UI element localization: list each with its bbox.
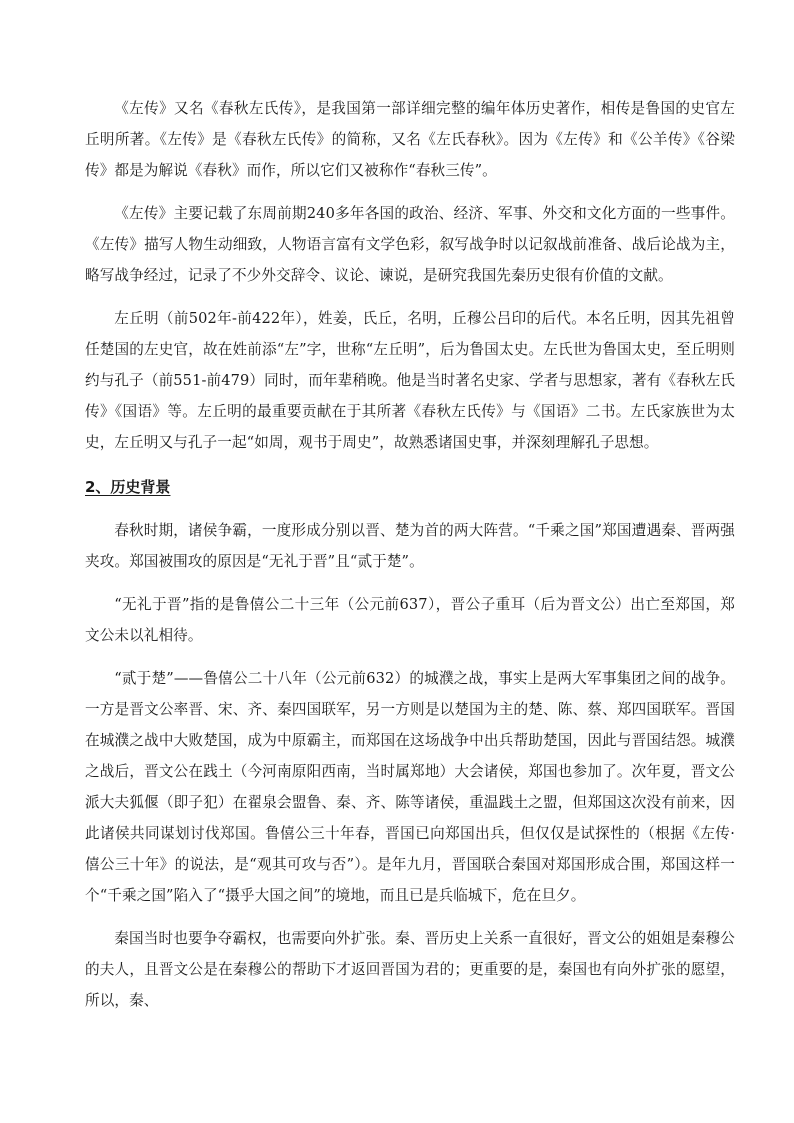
paragraph-zuozhuan-content: 《左传》主要记载了东周前期240多年各国的政治、经济、军事、外交和文化方面的一些事件。《左传》描写人物生动细致，人物语言富有文学色彩，叙写战争时以记叙战前准备、战后论战为主，略写战争经过，记录了不少外交辞令、议论、谏说，是研究我国先秦历史很有价值的文献。 (85, 205, 735, 284)
paragraph-qin-state: 秦国当时也要争夺霸权，也需要向外扩张。秦、晋历史上关系一直很好，晋文公的姐姐是秦穆公的夫人，且晋文公是在秦穆公的帮助下才返回晋国为君的；更重要的是，秦国也有向外扩张的愿望，所以，秦、 (85, 930, 735, 1009)
paragraph-spring-autumn-period: 春秋时期，诸侯争霸，一度形成分别以晋、楚为首的两大阵营。“千乘之国”郑国遭遇秦、晋两强夹攻。郑国被围攻的原因是“无礼于晋”且“贰于楚”。 (85, 522, 735, 570)
document-body (85, 93, 735, 1016)
section-heading-historical-background: 2、历史背景 (85, 478, 171, 496)
paragraph-zuozhuan-intro: 《左传》又名《春秋左氏传》，是我国第一部详细完整的编年体历史著作，相传是鲁国的史官左丘明所著。《左传》是《春秋左氏传》的简称，又名《左氏春秋》。因为《左传》和《公羊传》《谷梁传》都是为解说《春秋》而作，所以它们又被称作“春秋三传”。 (85, 100, 735, 179)
paragraph-zuoqiuming-bio: 左丘明（前502年-前422年），姓姜，氏丘，名明，丘穆公吕印的后代。本名丘明，因其先祖曾任楚国的左史官，故在姓前添“左”字，世称“左丘明”，后为鲁国太史。左氏世为鲁国太史，至丘明则约与孔子（前551-前479）同时，而年辈稍晚。他是当时著名史家、学者与思想家，著有《春秋左氏传》《国语》等。左丘明的最重要贡献在于其所著《春秋左氏传》与《国语》二书。左氏家族世为太史，左丘明又与孔子一起“如周，观书于周史”，故熟悉诸国史事，并深刻理解孔子思想。 (85, 310, 735, 451)
paragraph-er-yu-chu: “贰于楚”——鲁僖公二十八年（公元前632）的城濮之战，事实上是两大军事集团之间的战争。一方是晋文公率晋、宋、齐、秦四国联军，另一方则是以楚国为主的楚、陈、蔡、郑四国联军。晋国在城濮之战中大败楚国，成为中原霸主，而郑国在这场战争中出兵帮助楚国，因此与晋国结怨。城濮之战后，晋文公在践土（今河南原阳西南，当时属郑地）大会诸侯，郑国也参加了。次年夏，晋文公派大夫狐偃（即子犯）在翟泉会盟鲁、秦、齐、陈等诸侯，重温践土之盟，但郑国这次没有前来，因此诸侯共同谋划讨伐郑国。鲁僖公三十年春，晋国已向郑国出兵，但仅仅是试探性的（根据《左传·僖公三十年》的说法，是“观其可攻与否”）。是年九月，晋国联合秦国对郑国形成合围，郑国这样一个“千乘之国”陷入了“摄乎大国之间”的境地，而且已是兵临城下，危在旦夕。 (85, 670, 735, 904)
paragraph-wuli-yu-jin: “无礼于晋”指的是鲁僖公二十三年（公元前637），晋公子重耳（后为晋文公）出亡至郑国，郑文公未以礼相待。 (85, 596, 735, 644)
